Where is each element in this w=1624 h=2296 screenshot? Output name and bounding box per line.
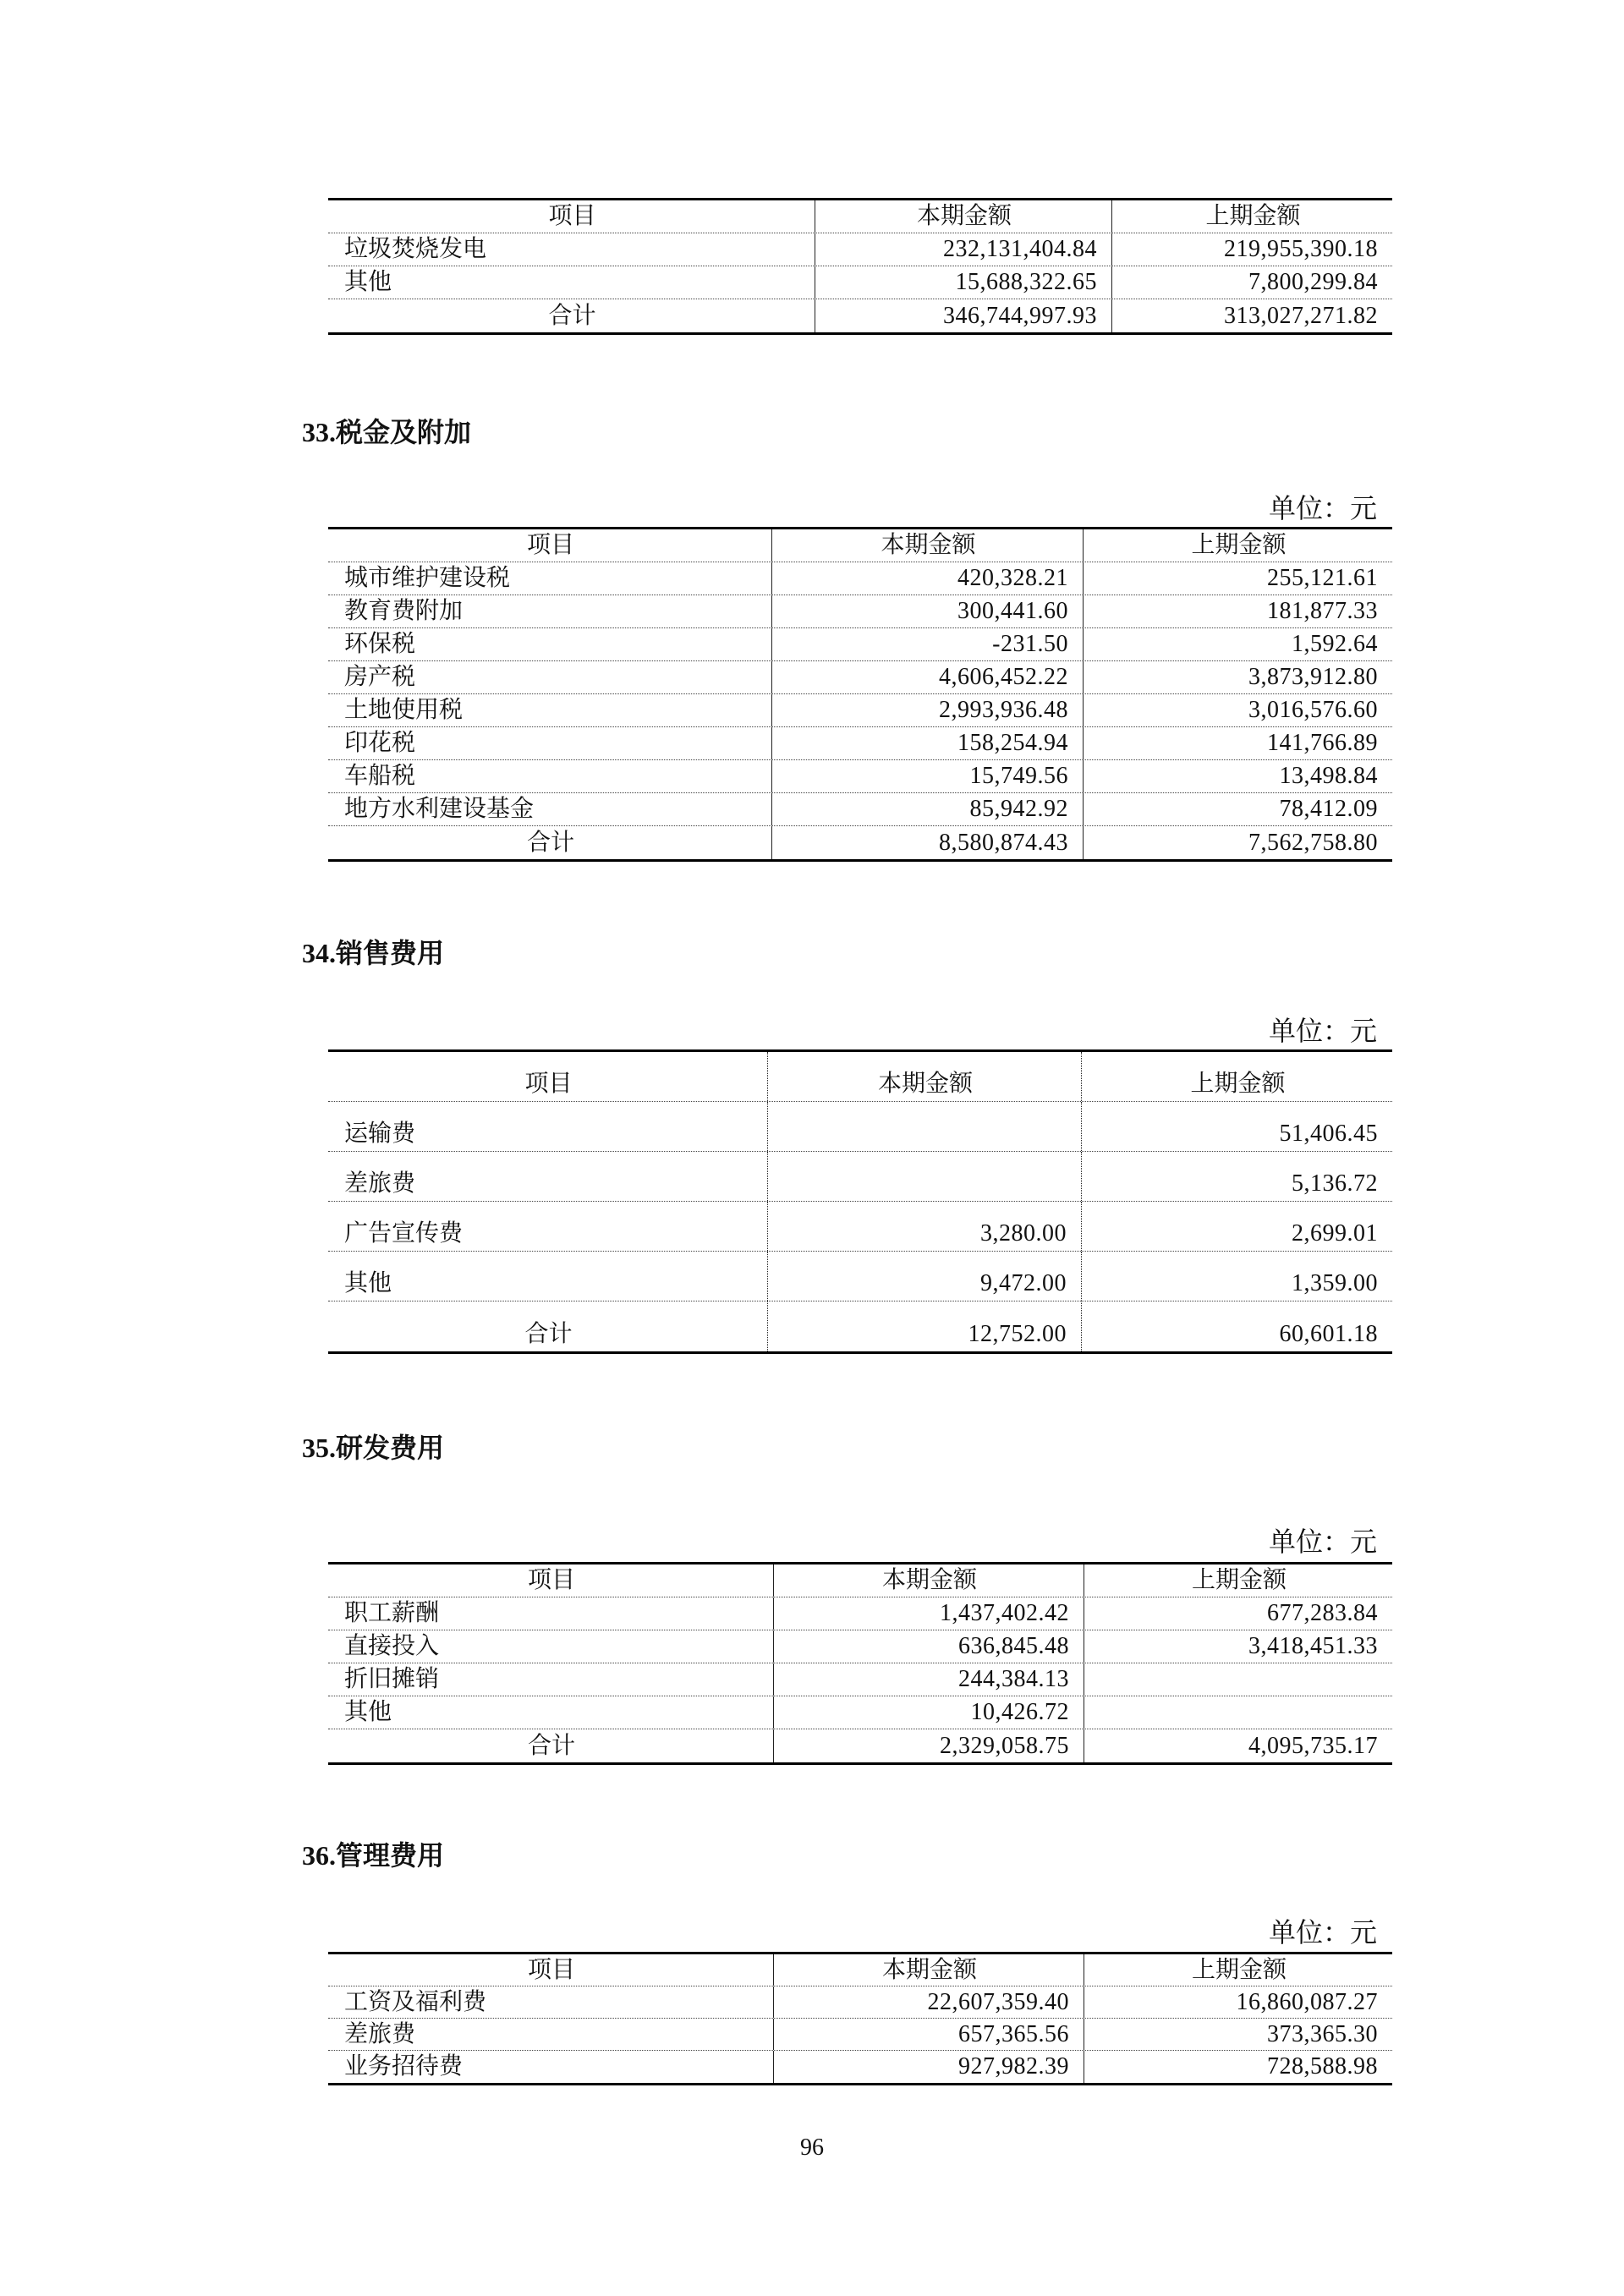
table-header-row	[328, 1954, 1392, 1986]
table-row	[328, 694, 1392, 727]
row-label: 房产税	[344, 664, 416, 690]
prior-period-amount: 51,406.45	[1081, 1102, 1392, 1151]
unit-label: 单位：元	[1268, 1526, 1377, 1557]
table-row	[328, 760, 1392, 793]
column-header-prior-period: 上期金额	[1111, 200, 1392, 233]
section-heading-rd-expenses: 35.研发费用	[302, 1433, 445, 1463]
row-label: 城市维护建设税	[344, 565, 511, 591]
row-label: 土地使用税	[344, 697, 464, 723]
row-label: 职工薪酬	[344, 1600, 440, 1626]
prior-period-amount: 16,860,087.27	[1084, 1986, 1392, 2018]
row-label: 印花税	[344, 730, 416, 756]
current-period-amount: 15,688,322.65	[815, 266, 1111, 299]
total-row	[328, 826, 1392, 859]
current-period-amount: 346,744,997.93	[815, 299, 1111, 332]
current-period-amount: 4,606,452.22	[771, 661, 1083, 693]
total-label: 合计	[526, 829, 574, 856]
table-row	[328, 266, 1392, 299]
column-header-current-period: 本期金额	[815, 200, 1111, 233]
current-period-amount: 15,749.56	[771, 760, 1083, 792]
table-row	[328, 628, 1392, 661]
prior-period-amount	[1084, 1663, 1392, 1696]
column-header-current-period: 本期金额	[773, 1954, 1084, 1986]
prior-period-amount: 141,766.89	[1083, 727, 1392, 759]
table-header-row	[328, 529, 1392, 562]
current-period-amount: 3,280.00	[767, 1202, 1081, 1251]
prior-period-amount: 728,588.98	[1084, 2051, 1392, 2083]
prior-period-amount: 2,699.01	[1081, 1202, 1392, 1251]
column-header-item: 项目	[526, 532, 574, 558]
selling-expenses-table	[328, 1049, 1392, 1354]
row-label: 教育费附加	[344, 598, 464, 624]
unit-label: 单位：元	[1268, 493, 1377, 523]
prior-period-amount: 219,955,390.18	[1111, 233, 1392, 266]
table-row	[328, 1152, 1392, 1202]
total-row	[328, 1729, 1392, 1762]
current-period-amount: 158,254.94	[771, 727, 1083, 759]
table-row	[328, 1202, 1392, 1252]
current-period-amount: 244,384.13	[773, 1663, 1084, 1696]
table-header-row	[328, 200, 1392, 233]
prior-period-amount	[1084, 1696, 1392, 1729]
current-period-amount: 636,845.48	[773, 1630, 1084, 1663]
prior-period-amount: 677,283.84	[1084, 1597, 1392, 1630]
column-header-item: 项目	[527, 1956, 575, 1983]
row-label: 差旅费	[344, 1170, 416, 1197]
current-period-amount: 232,131,404.84	[815, 233, 1111, 266]
prior-period-amount: 7,562,758.80	[1083, 826, 1392, 859]
table-row	[328, 1252, 1392, 1301]
current-period-amount: 657,365.56	[773, 2019, 1084, 2050]
column-header-item: 项目	[527, 1567, 575, 1593]
current-period-amount: 2,993,936.48	[771, 694, 1083, 726]
prior-period-amount: 1,592.64	[1083, 628, 1392, 660]
current-period-amount: 12,752.00	[767, 1301, 1081, 1351]
row-label: 垃圾焚烧发电	[344, 236, 487, 262]
current-period-amount: 300,441.60	[771, 595, 1083, 627]
current-period-amount: 22,607,359.40	[773, 1986, 1084, 2018]
total-label: 合计	[548, 302, 596, 329]
row-label: 车船税	[344, 763, 416, 789]
column-header-prior-period: 上期金额	[1084, 1954, 1392, 1986]
prior-period-amount: 1,359.00	[1081, 1252, 1392, 1301]
prior-period-amount: 3,873,912.80	[1083, 661, 1392, 693]
row-label: 直接投入	[344, 1633, 440, 1659]
current-period-amount	[767, 1102, 1081, 1151]
row-label: 业务招待费	[344, 2053, 464, 2080]
prior-period-amount: 13,498.84	[1083, 760, 1392, 792]
column-header-prior-period: 上期金额	[1084, 1564, 1392, 1597]
section-heading-selling-expenses: 34.销售费用	[302, 938, 445, 968]
column-header-prior-period: 上期金额	[1081, 1052, 1392, 1101]
table-row	[328, 595, 1392, 628]
rd-expenses-table	[328, 1562, 1392, 1765]
column-header-current-period: 本期金额	[771, 529, 1083, 562]
current-period-amount: 9,472.00	[767, 1252, 1081, 1301]
table-row	[328, 2019, 1392, 2051]
row-label: 地方水利建设基金	[344, 796, 535, 822]
current-period-amount	[767, 1152, 1081, 1201]
column-header-current-period: 本期金额	[767, 1052, 1081, 1101]
column-header-item: 项目	[548, 203, 596, 229]
prior-period-amount: 60,601.18	[1081, 1301, 1392, 1351]
current-period-amount: -231.50	[771, 628, 1083, 660]
row-label: 环保税	[344, 631, 416, 657]
row-label: 折旧摊销	[344, 1666, 440, 1692]
prior-period-amount: 313,027,271.82	[1111, 299, 1392, 332]
current-period-amount: 85,942.92	[771, 793, 1083, 825]
current-period-amount: 420,328.21	[771, 562, 1083, 595]
table-row	[328, 562, 1392, 595]
unit-label: 单位：元	[1268, 1016, 1377, 1046]
prior-period-amount: 181,877.33	[1083, 595, 1392, 627]
row-label: 运输费	[344, 1121, 416, 1147]
prior-period-amount: 4,095,735.17	[1084, 1729, 1392, 1762]
total-row	[328, 299, 1392, 332]
row-label: 工资及福利费	[344, 1988, 487, 2015]
prior-period-amount: 255,121.61	[1083, 562, 1392, 595]
row-label: 广告宣传费	[344, 1220, 464, 1247]
table-row	[328, 793, 1392, 826]
row-label: 其他	[344, 1699, 392, 1725]
table-row	[328, 2051, 1392, 2083]
prior-period-amount: 5,136.72	[1081, 1152, 1392, 1201]
prior-period-amount: 3,016,576.60	[1083, 694, 1392, 726]
current-period-amount: 8,580,874.43	[771, 826, 1083, 859]
column-header-prior-period: 上期金额	[1083, 529, 1392, 562]
current-period-amount: 10,426.72	[773, 1696, 1084, 1729]
taxes-and-surcharges-table	[328, 527, 1392, 862]
total-label: 合计	[524, 1321, 573, 1347]
row-label: 其他	[344, 1270, 392, 1296]
table-row	[328, 1663, 1392, 1696]
column-header-item: 项目	[524, 1071, 573, 1097]
unit-label: 单位：元	[1268, 1917, 1377, 1948]
row-label: 差旅费	[344, 2020, 416, 2047]
column-header-current-period: 本期金额	[773, 1564, 1084, 1597]
prior-period-amount: 78,412.09	[1083, 793, 1392, 825]
table-row	[328, 661, 1392, 694]
table-row	[328, 1102, 1392, 1152]
table-header-row	[328, 1564, 1392, 1597]
admin-expenses-table	[328, 1952, 1392, 2085]
section-heading-admin-expenses: 36.管理费用	[302, 1840, 445, 1871]
operating-cost-table	[328, 198, 1392, 335]
table-row	[328, 1630, 1392, 1663]
current-period-amount: 2,329,058.75	[773, 1729, 1084, 1762]
table-row	[328, 1597, 1392, 1630]
total-row	[328, 1301, 1392, 1351]
section-heading-taxes-and-surcharges: 33.税金及附加	[302, 417, 472, 447]
table-row	[328, 1696, 1392, 1729]
current-period-amount: 927,982.39	[773, 2051, 1084, 2083]
total-label: 合计	[527, 1732, 575, 1759]
table-row	[328, 727, 1392, 760]
page-number: 96	[800, 2134, 824, 2161]
current-period-amount: 1,437,402.42	[773, 1597, 1084, 1630]
prior-period-amount: 3,418,451.33	[1084, 1630, 1392, 1663]
prior-period-amount: 373,365.30	[1084, 2019, 1392, 2050]
prior-period-amount: 7,800,299.84	[1111, 266, 1392, 299]
table-header-row	[328, 1052, 1392, 1102]
table-row	[328, 1986, 1392, 2019]
table-row	[328, 233, 1392, 266]
row-label: 其他	[344, 269, 392, 295]
